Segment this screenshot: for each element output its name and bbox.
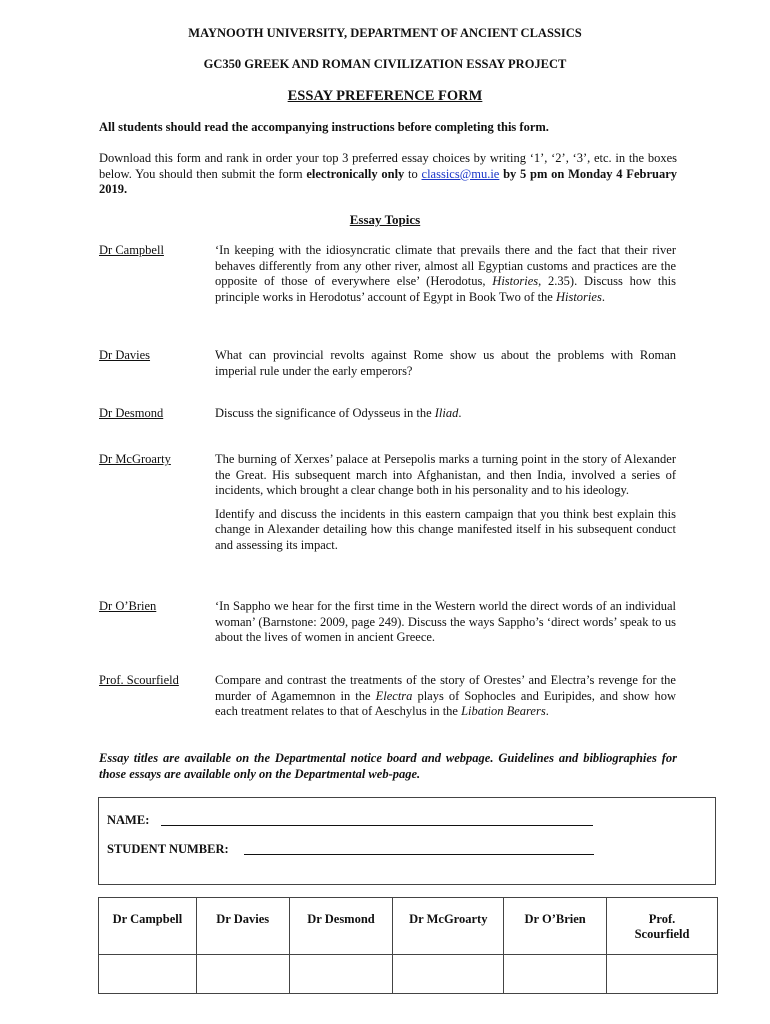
lecturer-mcgroarty: Dr McGroarty: [99, 452, 171, 466]
table-row: [99, 955, 718, 994]
topic-italic: Histories: [555, 289, 602, 304]
university-heading: MAYNOOTH UNIVERSITY, DEPARTMENT OF ANCIENT CLASSICS: [188, 26, 582, 40]
topic-campbell: [215, 243, 676, 305]
lecturer-desmond: Dr Desmond: [99, 406, 164, 420]
name-input-line[interactable]: [161, 825, 593, 826]
table-header-campbell: Dr Campbell: [99, 898, 197, 955]
student-number-label: STUDENT NUMBER:: [107, 842, 229, 856]
intro-bold-2: by 5 pm on Monday 4 February 2019.: [99, 166, 677, 196]
topic-obrien: ‘In Sappho we hear for the first time in the Western world the direct words of an individual woman’ (Barnstone: 2009, page 249). Discuss the ways Sappho’s ‘direct words’ speak to us about the lives of women in ancient Greece.: [215, 599, 676, 644]
rank-cell-davies[interactable]: [196, 955, 289, 994]
topic-text: .: [601, 289, 605, 304]
table-header-obrien: Dr O’Brien: [504, 898, 607, 955]
topic-italic: Electra: [375, 688, 413, 703]
topic-text: plays of Sophocles and Euripides, and show how each treatment relates to that of Aeschylus in the: [215, 688, 676, 718]
topic-paragraph-1: The burning of Xerxes’ palace at Persepolis marks a turning point in the story of Alexander the Great. His subsequent march into Afghanistan, and then India, involved a series of incidents, which brought a clear change both in his personality and to his ideology.: [215, 452, 676, 497]
rank-cell-campbell[interactable]: [99, 955, 197, 994]
intro-bold-1: electronically only: [306, 166, 405, 181]
form-title: ESSAY PREFERENCE FORM: [287, 88, 483, 104]
essay-topics-heading: Essay Topics: [349, 212, 421, 227]
topic-italic: Histories: [492, 274, 539, 288]
intro-text-2: to: [404, 166, 422, 181]
topic-paragraph-2: Identify and discuss the incidents in this eastern campaign that you think best explain this change in Alexander detailing how this change manifested itself in his subsequent conduct and assessing its impact.: [215, 506, 676, 552]
topic-text: ‘In keeping with the idiosyncratic climate that prevails there and the fact that their river behaves differently from any other river, almost all Egyptian customs and practices are the opposite of those of everywhere else’ (Herodotus,: [215, 243, 676, 288]
topic-italic: Iliad: [434, 406, 459, 420]
table-header-desmond: Dr Desmond: [289, 898, 393, 955]
topic-text: .: [458, 406, 462, 420]
student-details-box: [98, 797, 716, 885]
table-header-mcgroarty: Dr McGroarty: [393, 898, 504, 955]
lecturer-campbell: Dr Campbell: [99, 243, 164, 257]
topic-desmond: [215, 406, 676, 422]
rank-cell-desmond[interactable]: [289, 955, 393, 994]
intro-text-1: Download this form and rank in order your top 3 preferred essay choices by writing ‘1’, ‘2’, ‘3’, etc. in the boxes below. You should then submit the form: [99, 151, 677, 181]
topic-davies: What can provincial revolts against Rome show us about the problems with Roman imperial rule under the early emperors?: [215, 348, 676, 378]
topic-text: Discuss the significance of Odysseus in the: [215, 406, 435, 420]
lecturer-obrien: Dr O’Brien: [99, 599, 157, 613]
topic-text: Compare and contrast the treatments of the story of Orestes’ and Electra’s revenge for the murder of Agamemnon in the: [215, 673, 676, 703]
preference-table: [98, 897, 718, 994]
topic-scourfield: [215, 673, 676, 720]
instruction-text: All students should read the accompanying instructions before completing this form.: [99, 120, 549, 134]
lecturer-scourfield: Prof. Scourfield: [99, 673, 179, 687]
table-header-scourfield: Prof. Scourfield: [607, 898, 718, 955]
availability-note: Essay titles are available on the Departmental notice board and webpage. Guidelines and bibliographies for those essays are available only on the Departmental web-page.: [99, 751, 677, 781]
course-heading: GC350 GREEK AND ROMAN CIVILIZATION ESSAY PROJECT: [203, 57, 567, 71]
email-link[interactable]: classics@mu.ie: [421, 166, 500, 181]
topic-text: .: [545, 704, 549, 718]
name-label: NAME:: [107, 813, 150, 827]
topic-text: , 2.35). Discuss how this principle works in Herodotus’ account of Egypt in Book Two of the: [215, 274, 676, 304]
topic-italic: Libation Bearers: [461, 704, 546, 718]
rank-cell-obrien[interactable]: [504, 955, 607, 994]
student-number-input-line[interactable]: [244, 854, 594, 855]
rank-cell-mcgroarty[interactable]: [393, 955, 504, 994]
rank-cell-scourfield[interactable]: [607, 955, 718, 994]
lecturer-davies: Dr Davies: [99, 348, 151, 362]
topic-mcgroarty: [215, 452, 676, 561]
table-header-row: [99, 898, 718, 955]
intro-paragraph: [99, 151, 677, 198]
table-header-davies: Dr Davies: [196, 898, 289, 955]
